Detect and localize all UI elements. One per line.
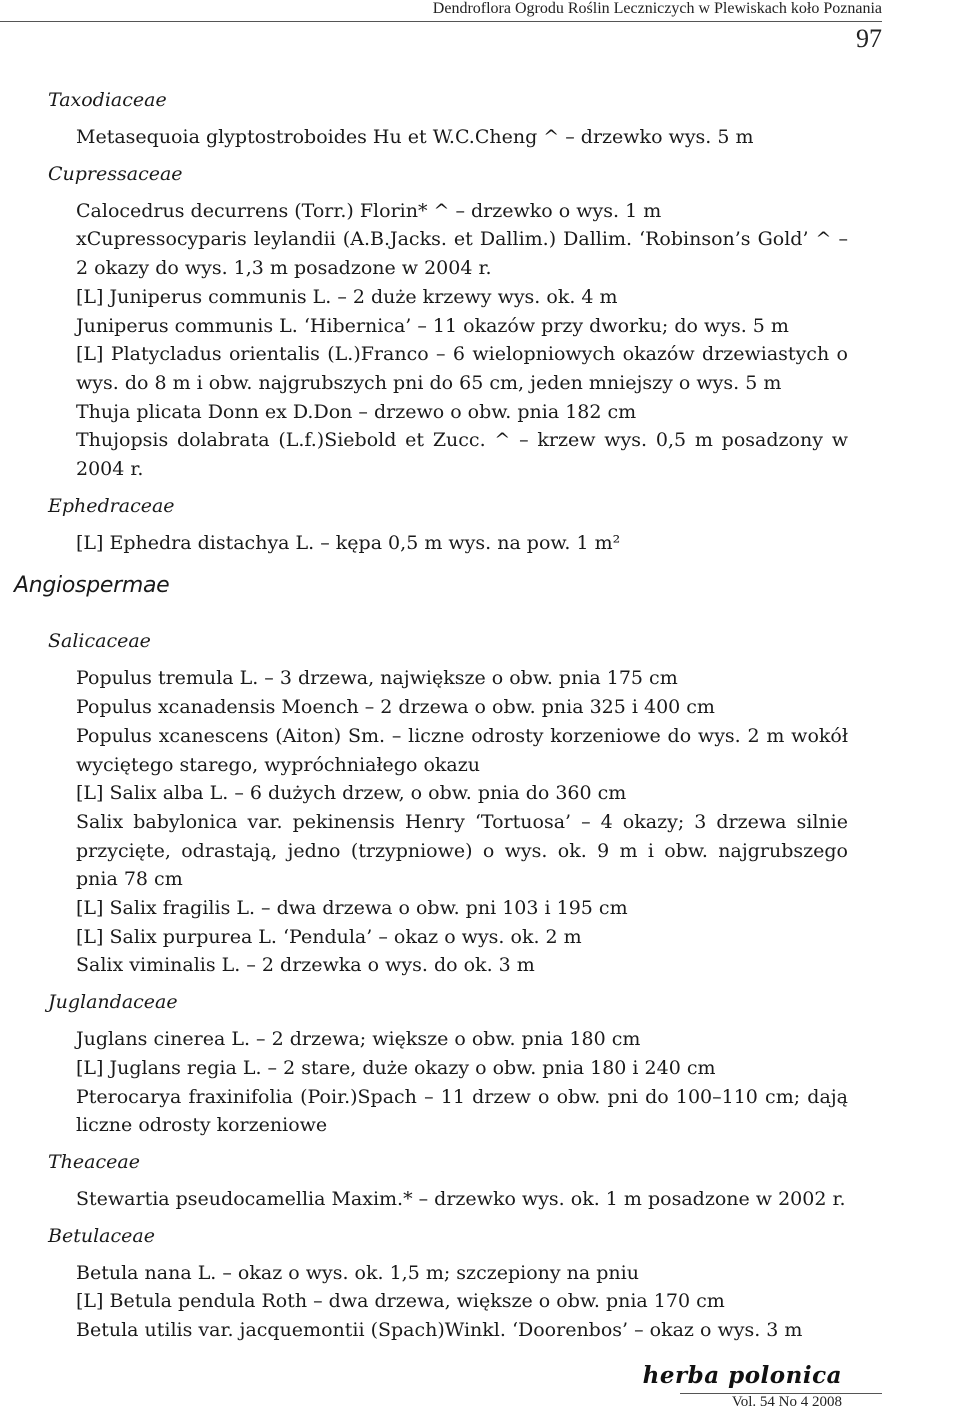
journal-logo: herba polonica: [642, 1362, 842, 1389]
spacer: [0, 601, 960, 627]
family-heading: Cupressaceae: [48, 162, 183, 185]
species-entry: Populus xcanadensis Moench – 2 drzewa o obw. pnia 325 i 400 cm: [76, 696, 715, 719]
species-entry: [L] Betula pendula Roth – dwa drzewa, większe o obw. pnia 170 cm: [76, 1290, 725, 1313]
species-entry: Juniperus communis L. ‘Hibernica’ – 11 okazów przy dworku; do wys. 5 m: [76, 314, 789, 337]
spacer: [0, 115, 960, 123]
running-head: Dendroflora Ogrodu Roślin Leczniczych w Plewiskach koło Poznania: [432, 0, 882, 17]
spacer: [0, 980, 960, 988]
species-entry: [L] Juglans regia L. – 2 stare, duże okazy o obw. pnia 180 i 240 cm: [76, 1056, 716, 1079]
family-heading: Theaceae: [48, 1150, 140, 1173]
spacer: [0, 1251, 960, 1259]
species-entry: Salix babylonica var. pekinensis Henry ‘Tortuosa’ – 4 okazy; 3 drzewa silnie przycięte, odrastają, jedno (trzypniowe) o wys. ok. 9 m i obw. najgrubszego pnia 78 cm: [76, 810, 848, 891]
division-heading: Angiospermae: [14, 573, 170, 599]
volume-info: Vol. 54 No 4 2008: [731, 1394, 842, 1410]
species-entry: [L] Juniperus communis L. – 2 duże krzewy wys. ok. 4 m: [76, 285, 618, 308]
species-entry: [L] Platycladus orientalis (L.)Franco – 6 wielopniowych okazów drzewiastych o wys. do 8 m i obw. najgrubszych pni do 65 cm, jeden mniejszy o wys. 5 m: [76, 343, 848, 394]
species-entry: Thujopsis dolabrata (L.f.)Siebold et Zucc. ^ – krzew wys. 0,5 m posadzony w 2004 r.: [76, 429, 848, 481]
species-entry: Thuja plicata Donn ex D.Don – drzewo o obw. pnia 182 cm: [76, 400, 637, 423]
spacer: [0, 152, 960, 160]
family-heading: Taxodiaceae: [48, 89, 167, 111]
species-entry: Pterocarya fraxinifolia (Poir.)Spach – 11 drzew o obw. pni do 100–110 cm; dają liczne odrosty korzeniowe: [76, 1085, 848, 1137]
family-heading: Ephedraceae: [48, 494, 175, 517]
species-entry: [L] Ephedra distachya L. – kępa 0,5 m wys. na pow. 1 m²: [76, 531, 621, 554]
species-entry: Populus tremula L. – 3 drzewa, największe o obw. pnia 175 cm: [76, 667, 678, 690]
family-heading: Juglandaceae: [48, 991, 178, 1014]
spacer: [0, 557, 960, 571]
family-heading: Betulaceae: [48, 1224, 155, 1247]
species-entry: [L] Salix purpurea L. ‘Pendula’ – okaz o wys. ok. 2 m: [76, 925, 582, 948]
page-content: [0, 86, 960, 1345]
family-heading: Salicaceae: [48, 630, 151, 653]
species-entry: Juglans cinerea L. – 2 drzewa; większe o obw. pnia 180 cm: [76, 1028, 641, 1051]
spacer: [0, 484, 960, 492]
species-entry: Calocedrus decurrens (Torr.) Florin* ^ – drzewko o wys. 1 m: [76, 199, 662, 222]
species-entry: Betula nana L. – okaz o wys. ok. 1,5 m; szczepiony na pniu: [76, 1261, 639, 1284]
spacer: [0, 656, 960, 664]
spacer: [0, 1177, 960, 1185]
species-entry: Metasequoia glyptostroboides Hu et W.C.Cheng ^ – drzewko wys. 5 m: [76, 126, 754, 148]
species-entry: Betula utilis var. jacquemontii (Spach)Winkl. ‘Doorenbos’ – okaz o wys. 3 m: [76, 1319, 803, 1342]
spacer: [0, 1140, 960, 1148]
spacer: [0, 189, 960, 197]
header-rule: [0, 21, 882, 22]
species-entry: Populus xcanescens (Aiton) Sm. – liczne odrosty korzeniowe do wys. 2 m wokół wyciętego starego, wypróchniałego okazu: [76, 724, 848, 776]
spacer: [0, 1214, 960, 1222]
species-entry: Salix viminalis L. – 2 drzewka o wys. do ok. 3 m: [76, 954, 535, 977]
species-entry: [L] Salix fragilis L. – dwa drzewa o obw. pni 103 i 195 cm: [76, 897, 628, 920]
species-entry: [L] Salix alba L. – 6 dużych drzew, o obw. pnia do 360 cm: [76, 782, 627, 805]
species-entry: xCupressocyparis leylandii (A.B.Jacks. et Dallim.) Dallim. ‘Robinson’s Gold’ ^ – 2 okazy do wys. 1,3 m posadzone w 2004 r.: [76, 228, 848, 280]
species-entry: Stewartia pseudocamellia Maxim.* – drzewko wys. ok. 1 m posadzone w 2002 r.: [76, 1187, 846, 1210]
spacer: [0, 521, 960, 529]
page-number: 97: [856, 24, 882, 53]
spacer: [0, 1017, 960, 1025]
